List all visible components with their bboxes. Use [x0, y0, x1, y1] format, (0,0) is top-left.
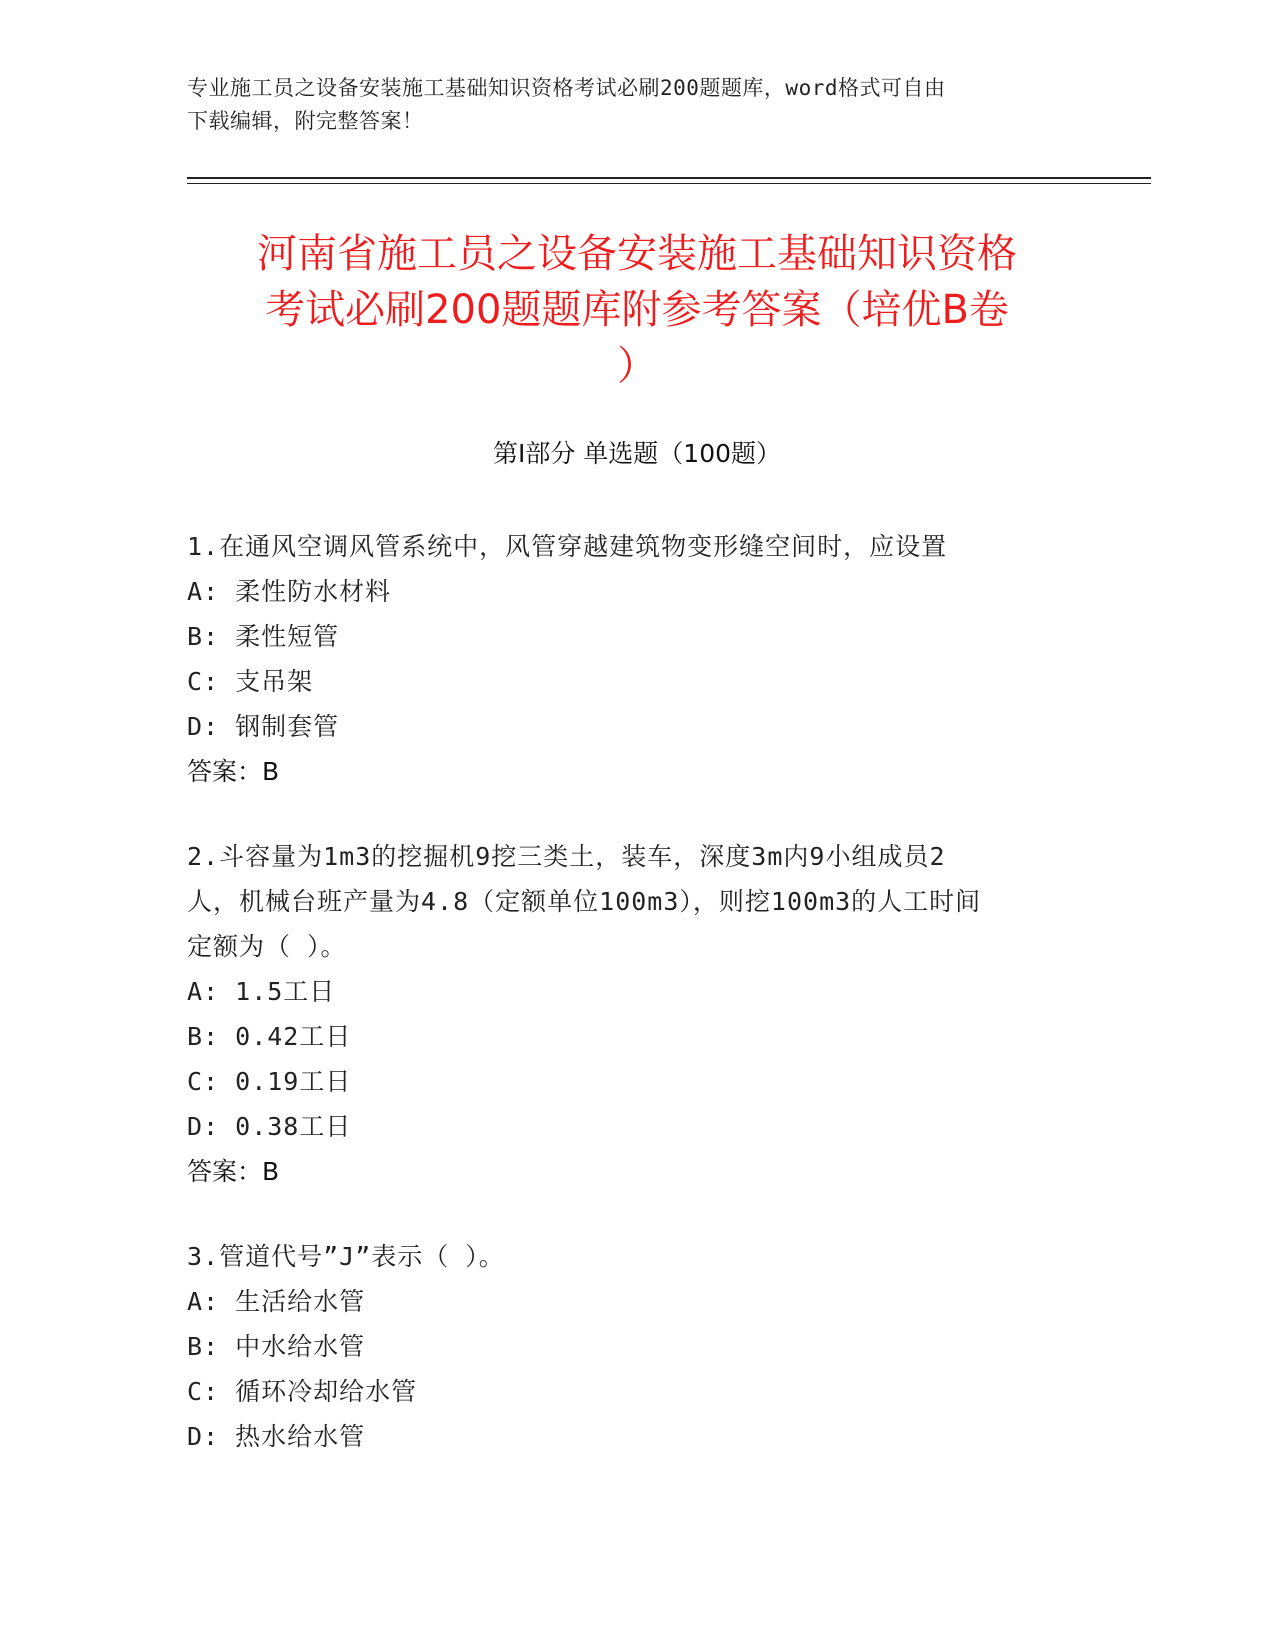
question-stem: 定额为（ ）。	[187, 932, 347, 961]
option-c: C: 循环冷却给水管	[187, 1377, 418, 1406]
option-a: A: 柔性防水材料	[187, 577, 392, 606]
header-note-line: 下载编辑，附完整答案！	[187, 109, 424, 133]
document-title-line: 河南省施工员之设备安装施工基础知识资格	[257, 231, 1017, 277]
question-2	[187, 834, 1087, 1194]
option-c: C: 0.19工日	[187, 1067, 352, 1096]
answer: 答案：B	[187, 757, 280, 786]
document-title	[187, 226, 1087, 394]
option-b: B: 0.42工日	[187, 1022, 352, 1051]
header-note	[187, 72, 1067, 138]
question-stem: 人，机械台班产量为4.8（定额单位100m3），则挖100m3的人工时间	[187, 887, 982, 916]
document-title-line: 考试必刷200题题库附参考答案（培优B卷	[265, 287, 1009, 333]
header-note-line: 专业施工员之设备安装施工基础知识资格考试必刷200题题库，word格式可自由	[187, 76, 946, 100]
option-a: A: 1.5工日	[187, 977, 336, 1006]
question-1	[187, 524, 1087, 794]
question-3	[187, 1234, 1087, 1459]
option-d: D: 钢制套管	[187, 712, 340, 741]
option-b: B: 柔性短管	[187, 622, 340, 651]
header-divider-thin	[187, 183, 1151, 184]
option-d: D: 热水给水管	[187, 1422, 366, 1451]
question-stem: 1.在通风空调风管系统中，风管穿越建筑物变形缝空间时，应设置	[187, 532, 948, 561]
question-stem: 2.斗容量为1m3的挖掘机9挖三类土，装车，深度3m内9小组成员2	[187, 842, 946, 871]
option-c: C: 支吊架	[187, 667, 314, 696]
header-divider-thick	[187, 177, 1151, 179]
answer: 答案：B	[187, 1157, 280, 1186]
document-title-line: ）	[617, 343, 657, 389]
question-list	[187, 524, 1087, 1499]
option-a: A: 生活给水管	[187, 1287, 366, 1316]
section-title: 第I部分 单选题（100题）	[492, 439, 782, 468]
option-d: D: 0.38工日	[187, 1112, 352, 1141]
question-stem: 3.管道代号”J”表示（ ）。	[187, 1242, 505, 1271]
option-b: B: 中水给水管	[187, 1332, 366, 1361]
